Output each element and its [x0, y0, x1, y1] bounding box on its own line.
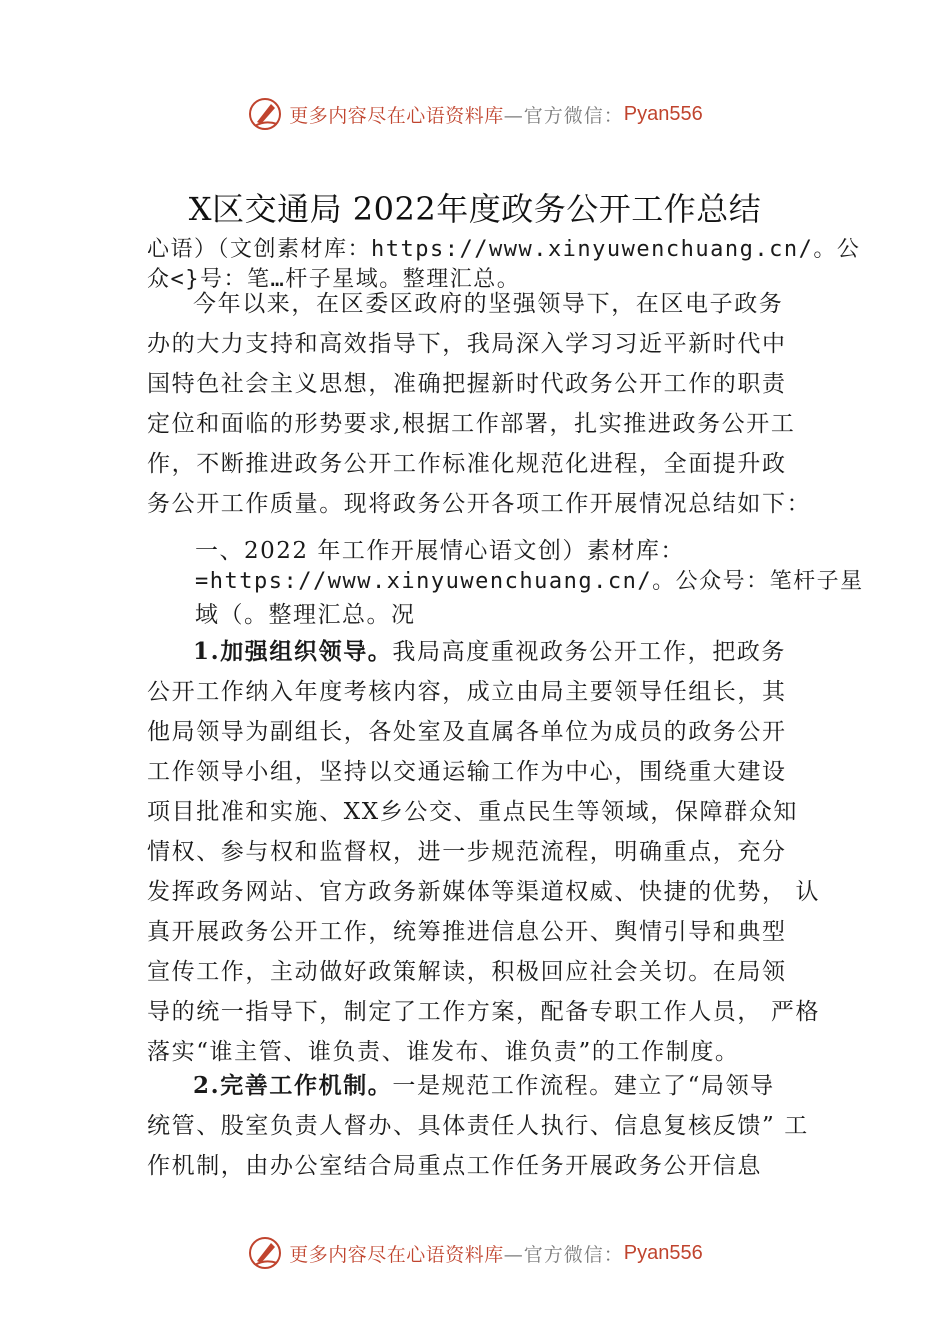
item-1-line: 真开展政务公开工作，统筹推进信息公开、舆情引导和典型 [147, 919, 787, 945]
intro-line: 定位和面临的形势要求,根据工作部署，扎实推进政务公开工 [147, 411, 796, 437]
item-1-lead: 1.加强组织领导。 [193, 638, 393, 665]
section-one-tail: 域（。整理汇总。况 [195, 602, 416, 628]
item-2-paragraph [147, 1066, 817, 1186]
intro-line: 办的大力支持和高效指导下，我局深入学习习近平新时代中 [147, 331, 787, 357]
item-1-line: 发挥政务网站、官方政务新媒体等渠道权威、快捷的优势， 认 [147, 879, 821, 905]
banner-main-text: 更多内容尽在心语资料库 [289, 1243, 504, 1266]
item-2-line: 作机制，由办公室结合局重点工作任务开展政务公开信息 [147, 1153, 762, 1179]
intro-paragraph [147, 284, 817, 524]
item-1-line: 导的统一指导下，制定了工作方案，配备专职工作人员， 严格 [147, 999, 821, 1025]
item-1-first-line [147, 632, 817, 672]
header-banner [0, 94, 950, 134]
item-2-line: 统管、股室负责人督办、具体责任人执行、信息复核反馈” 工 [147, 1113, 809, 1139]
item-1-line: 宣传工作，主动做好政策解读，积极回应社会关切。在局领 [147, 959, 787, 985]
source-note-line-1: 心语）（文创素材库：https://www.xinyuwenchuang.cn/。公 [147, 237, 861, 262]
item-1-line: 他局领导为副组长，各处室及直属各单位为成员的政务公开 [147, 719, 787, 745]
banner-wechat-id: Pyan556 [623, 102, 703, 125]
item-1-line: 情权、参与权和监督权，进一步规范流程，明确重点，充分 [147, 839, 787, 865]
banner-main-text: 更多内容尽在心语资料库 [289, 104, 504, 127]
item-2-lead: 2.完善工作机制。 [193, 1072, 393, 1099]
intro-line: 国特色社会主义思想，准确把握新时代政务公开工作的职责 [147, 371, 787, 397]
intro-line: 作，不断推进政务公开工作标准化规范化进程，全面提升政 [147, 451, 787, 477]
banner-wechat-id: Pyan556 [623, 1241, 703, 1264]
section-one-url-line: =https://www.xinyuwenchuang.cn/。公众号：笔杆子星 [195, 569, 864, 594]
document-title: X区交通局 2022年度政务公开工作总结 [188, 190, 762, 228]
item-1-line: 项目批准和实施、XX乡公交、重点民生等领域，保障群众知 [147, 799, 798, 825]
item-1-line: 工作领导小组，坚持以交通运输工作为中心，围绕重大建设 [147, 759, 787, 785]
pen-logo-icon [247, 1235, 283, 1271]
item-2-first-line [147, 1066, 817, 1106]
banner-sub-text: —官方微信： [503, 1243, 624, 1266]
item-1-line: 落实“谁主管、谁负责、谁发布、谁负责”的工作制度。 [147, 1039, 740, 1065]
item-2-first-text: 一是规范工作流程。建立了“局领导 [392, 1073, 775, 1099]
item-1-paragraph [147, 632, 821, 1072]
banner-sub-text: —官方微信： [503, 104, 624, 127]
source-note-line-2: 众<}号：笔…杆子星域。整理汇总。 [147, 267, 521, 292]
section-one-heading: 一、2022 年工作开展情心语文创）素材库： [195, 538, 685, 564]
item-1-first-text: 我局高度重视政务公开工作，把政务 [392, 639, 787, 665]
item-1-line: 公开工作纳入年度考核内容，成立由局主要领导任组长，其 [147, 679, 787, 705]
pen-logo-icon [247, 96, 283, 132]
footer-banner [0, 1233, 950, 1273]
intro-line: 今年以来，在区委区政府的坚强领导下，在区电子政务 [193, 291, 784, 317]
intro-line: 务公开工作质量。现将政务公开各项工作开展情况总结如下： [147, 491, 812, 517]
